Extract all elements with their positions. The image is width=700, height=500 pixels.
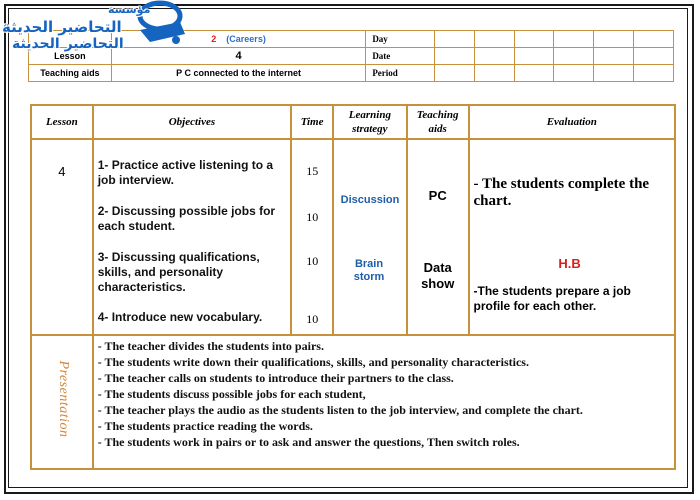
time-cell: [291, 139, 333, 335]
date-label: Date: [366, 48, 434, 65]
date-cell: [514, 48, 554, 65]
presentation-line: - The students practice reading the words.: [97, 419, 313, 433]
presentation-line: - The students write down their qualifications, skills, and personality characteristics.: [97, 355, 529, 369]
time-header: Time: [291, 105, 333, 139]
date-cell: [634, 48, 674, 65]
unit-number: 2: [211, 34, 217, 44]
time-value: 10: [306, 254, 319, 268]
lesson-number: 4: [58, 164, 66, 179]
date-cell: [434, 48, 474, 65]
objective-item: 3- Discussing qualifications, skills, and personality characteristics.: [97, 250, 260, 294]
teaching-aids-value: P C connected to the internet: [111, 65, 366, 82]
lesson-label: Lesson: [29, 48, 112, 65]
objective-item: 2- Discussing possible jobs for each student.: [97, 204, 276, 233]
time-value: 15: [306, 164, 319, 178]
objectives-header: Objectives: [93, 105, 291, 139]
day-cell: [634, 31, 674, 48]
objective-item: 1- Practice active listening to a job interview.: [97, 158, 274, 187]
presentation-line: - The students discuss possible jobs for each student,: [97, 387, 366, 401]
logo-text-top: مؤسسة: [108, 3, 151, 16]
presentation-line: - The teacher calls on students to introduce their partners to the class.: [97, 371, 454, 385]
presentation-line: - The teacher divides the students into pairs.: [97, 339, 324, 353]
aid-item: Data show: [421, 260, 455, 291]
day-label: Day: [366, 31, 434, 48]
strategy-item: Discussion: [340, 194, 400, 206]
time-value: 10: [306, 312, 319, 326]
strategy-header: Learning strategy: [333, 105, 407, 139]
homework-text: -The students prepare a job profile for each other.: [473, 284, 631, 313]
presentation-line: - The students work in pairs or to ask and answer the questions, Then switch roles.: [97, 435, 520, 449]
aids-cell: [407, 139, 469, 335]
lesson-plan-table: [30, 104, 676, 470]
lesson-value: 4: [111, 48, 366, 65]
presentation-line: - The teacher plays the audio as the students listen to the job interview, and complete the chart.: [97, 403, 583, 417]
logo-text-sub: التحاضير الحديثة: [12, 36, 124, 52]
period-cell: [554, 65, 594, 82]
day-cell: [434, 31, 474, 48]
strategy-cell: [333, 139, 407, 335]
objectives-cell: [93, 139, 291, 335]
aid-item: PC: [428, 188, 447, 203]
lesson-number-cell: [31, 139, 93, 335]
presentation-label: Presentation: [56, 360, 71, 438]
presentation-text: [93, 335, 675, 469]
period-cell: [514, 65, 554, 82]
presentation-label-cell: [31, 335, 93, 469]
period-cell: [634, 65, 674, 82]
period-cell: [474, 65, 514, 82]
strategy-item: Brain storm: [353, 258, 385, 283]
date-cell: [474, 48, 514, 65]
aids-header: Teaching aids: [407, 105, 469, 139]
evaluation-cell: [469, 139, 675, 335]
period-cell: [594, 65, 634, 82]
logo: [0, 0, 190, 58]
day-cell: [474, 31, 514, 48]
lesson-header: Lesson: [31, 105, 93, 139]
period-label: Period: [366, 65, 434, 82]
date-cell: [554, 48, 594, 65]
unit-name: (Careers): [226, 34, 266, 44]
day-cell: [594, 31, 634, 48]
homework-label: H.B: [558, 256, 581, 271]
day-cell: [554, 31, 594, 48]
teaching-aids-label: Teaching aids: [29, 65, 112, 82]
day-cell: [514, 31, 554, 48]
presentation-label-wrap: [32, 336, 94, 466]
logo-text-main: التحاضير الحديثة: [2, 18, 122, 36]
date-cell: [594, 48, 634, 65]
evaluation-header: Evaluation: [469, 105, 675, 139]
time-value: 10: [306, 210, 319, 224]
period-cell: [434, 65, 474, 82]
evaluation-text: - The students complete the chart.: [473, 176, 650, 209]
objective-item: 4- Introduce new vocabulary.: [97, 310, 263, 324]
